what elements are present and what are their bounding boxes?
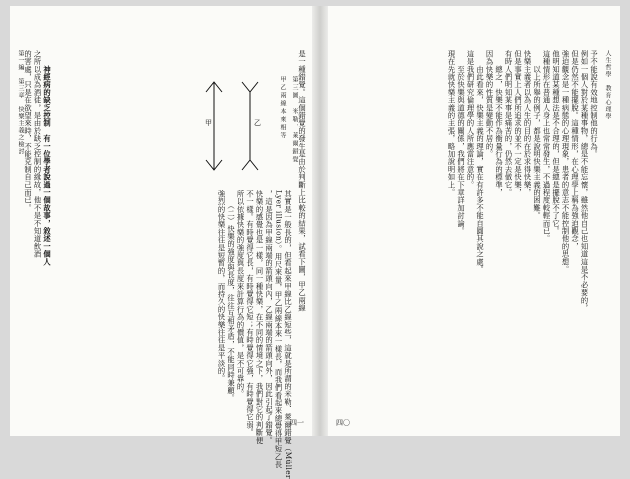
left-page-number: 四一	[290, 419, 304, 427]
text-column: 之所以成為酒徒，是由於缺乏控制的緣故，他不是不知道飲酒	[33, 50, 43, 258]
text-column: 但是事實上人們所追求的並不一定是快樂，	[514, 50, 523, 197]
illusion-diagram	[202, 74, 272, 182]
figure-title: 第三圖 米勒．萊爾錯覺	[291, 76, 298, 164]
text-column: 其實是一般長的，但看起來甲線比乙線短些，這就是所謂的米勒．萊爾錯覺（Müller	[284, 190, 293, 479]
text-column: 他明知道某種想法是不合理的，但是總是擺脫不了它。	[552, 50, 561, 235]
text-column: 例如一個人對於某種事物，總是不能忘懷，雖然他自己也知道這是不必要的，	[580, 50, 590, 312]
text-column: 予不能說有效地控制他的行為。	[590, 50, 599, 158]
text-column: 強迫觀念是一種病態的心理現象，患者的意志不能控制他的思想。	[561, 50, 571, 274]
book-gutter	[312, 6, 328, 436]
text-column: 強烈的快樂往往是短暫的，而持久的快樂往往是平淡的。	[217, 190, 227, 383]
text-column: 這是我們研究倫理學的人所應當注意的。	[466, 50, 476, 189]
text-column: 快樂的感覺也是一樣，同一種快樂，在不同的情境之下，我們對它的判斷便	[255, 190, 265, 445]
text-column: 的害處，只是在欲望來時，不能克制自己而已。	[24, 50, 33, 212]
right-running-head: 人生哲學 教育心理學	[604, 50, 611, 120]
text-column: 總之，快樂不能作為衡量行為的標準，	[495, 50, 504, 197]
right-text-block	[448, 50, 599, 410]
text-column: 是一種錯覺。這個錯覺的發生是由於判斷上比較的結果，試看下圖，甲乙兩線	[298, 50, 307, 312]
left-text-block-c	[24, 50, 51, 410]
text-column: 以上所舉的例子，都是說明快樂主義的困難。	[533, 50, 542, 220]
text-column: Lyer illusion）。用尺來量，甲乙兩線本來一樣長，而我們看起來總覺得甲短乙長	[274, 190, 284, 469]
text-column: 但是仍然不能擺脫。這種情形，在心理學上稱為強迫觀念，	[571, 50, 580, 251]
right-page-number: 四〇	[336, 419, 350, 427]
text-column: （二）快樂的強度與長度，往往互相矛盾，不能同時兼顧。	[227, 190, 236, 402]
left-page	[10, 6, 312, 479]
section-heading-column: 神經病的缺乏控制 有一位學者說過一個故事，敘述一個人	[43, 50, 52, 266]
text-column: 快樂主義者以為人生的目的在於求得快樂，	[523, 50, 533, 197]
text-column: 不一樣。有時覺得它長，有時覺得它短；有時覺得它強，有時覺得它弱。	[246, 190, 255, 437]
text-column: 有時人們明知某事是痛苦的，仍然去做它。	[504, 50, 514, 197]
left-running-head: 第一編 第三章 快樂主義之檢討	[17, 50, 24, 155]
book-spread	[10, 6, 620, 479]
text-column: 由此看來，快樂主義的理論，實在有許多不能自圓其說之處。	[476, 50, 485, 274]
text-column: 現在先就快樂主義的主張，略加說明如上。	[447, 50, 457, 197]
text-column: 所以依據快樂的強度與長度來計算行為的價值，是不可靠的。	[236, 190, 246, 398]
text-column: 至於快樂與道德的關係，我們將在下章詳加討論。	[457, 50, 466, 235]
text-column: 因為快樂的性質是變動不居的。	[485, 50, 495, 158]
figure-label-a: 甲	[205, 119, 212, 127]
text-column: 這種情形在普通人身上也常常發生，不過程度較輕而已。	[542, 50, 552, 243]
figure-subtitle: 甲乙兩線本來相等	[279, 76, 286, 140]
text-column: ，這是因為甲線兩端的箭頭向內，乙線兩端的箭頭向外，因此引起了錯覺。	[265, 190, 274, 445]
left-text-block-b	[217, 190, 293, 479]
muller-lyer-figure	[202, 74, 308, 182]
figure-label-b: 乙	[254, 119, 261, 127]
right-page	[328, 6, 620, 436]
